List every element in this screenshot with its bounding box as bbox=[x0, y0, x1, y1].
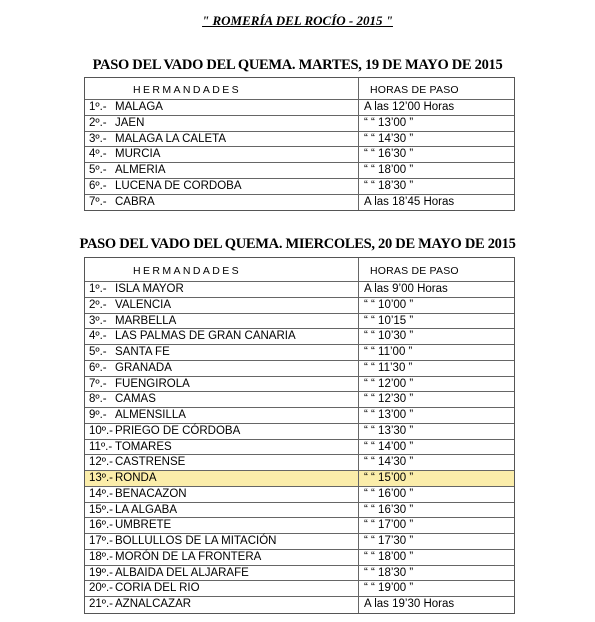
hermandad-name: SANTA FE bbox=[115, 346, 170, 358]
hora-de-paso: A las 9’00 Horas bbox=[364, 283, 448, 295]
hora-de-paso: “ “ 18’00 ” bbox=[364, 550, 414, 563]
table-row bbox=[85, 100, 514, 116]
table-row bbox=[85, 282, 514, 298]
hora-de-paso: “ “ 10’30 ” bbox=[364, 330, 414, 343]
hermandad-name: MORÓN DE LA FRONTERA bbox=[115, 550, 262, 563]
table-header-row bbox=[85, 258, 514, 282]
row-number: 13º.- bbox=[89, 472, 114, 484]
hora-de-paso: “ “ 13’30 ” bbox=[364, 424, 414, 437]
hora-de-paso: “ “ 14’30 ” bbox=[364, 456, 414, 469]
table-row bbox=[85, 329, 514, 345]
row-number: 15º.- bbox=[89, 503, 114, 516]
table-row bbox=[85, 132, 514, 148]
hora-de-paso: “ “ 12’30 ” bbox=[364, 393, 414, 406]
hora-de-paso: “ “ 16’30 ” bbox=[364, 503, 414, 516]
hermandad-name: GRANADA bbox=[115, 361, 172, 374]
row-number: 8º.- bbox=[89, 393, 107, 406]
row-number: 12º.- bbox=[89, 456, 114, 469]
hermandad-name: JAEN bbox=[115, 116, 145, 129]
hermandad-name: BENACAZON bbox=[115, 487, 187, 500]
row-number: 5º.- bbox=[89, 164, 107, 176]
table-row bbox=[85, 163, 514, 179]
hora-de-paso: “ “ 15’00 ” bbox=[364, 472, 414, 484]
table-row bbox=[85, 424, 514, 440]
table-row bbox=[85, 566, 514, 582]
hora-de-paso: “ “ 11’30 ” bbox=[364, 361, 413, 374]
hermandad-name: MARBELLA bbox=[115, 314, 177, 327]
row-number: 7º.- bbox=[89, 377, 107, 390]
schedule-table-wednesday bbox=[84, 257, 515, 614]
hermandad-name: UMBRETE bbox=[115, 519, 172, 532]
hora-de-paso: A las 19’30 Horas bbox=[364, 598, 455, 610]
hora-de-paso: “ “ 16’30 ” bbox=[364, 148, 414, 161]
row-number: 6º.- bbox=[89, 361, 107, 374]
hermandad-name: CABRA bbox=[115, 195, 155, 208]
row-number: 19º.- bbox=[89, 566, 114, 579]
hermandad-name: MALAGA bbox=[115, 101, 163, 113]
table-row bbox=[85, 298, 514, 314]
hermandad-name: ALMENSILLA bbox=[115, 409, 186, 421]
table-row bbox=[85, 392, 514, 408]
row-number: 21º.- bbox=[89, 598, 114, 610]
table-row bbox=[85, 116, 514, 132]
header-horas-de-paso: HORAS DE PASO bbox=[370, 84, 459, 96]
hora-de-paso: “ “ 17’00 ” bbox=[364, 519, 414, 532]
row-number: 20º.- bbox=[89, 582, 114, 595]
row-number: 14º.- bbox=[89, 487, 114, 500]
table-row bbox=[85, 195, 514, 211]
hermandad-name: ALMERIA bbox=[115, 164, 166, 176]
hora-de-paso: “ “ 13’00 ” bbox=[364, 409, 414, 421]
hora-de-paso: “ “ 13’00 ” bbox=[364, 116, 414, 129]
table-row bbox=[85, 314, 514, 330]
hermandad-name: AZNALCAZAR bbox=[115, 598, 192, 610]
row-number: 4º.- bbox=[89, 148, 107, 161]
table-row bbox=[85, 147, 514, 163]
row-number: 3º.- bbox=[89, 314, 107, 327]
row-number: 16º.- bbox=[89, 519, 114, 532]
document-title: " ROMERÍA DEL ROCÍO - 2015 " bbox=[202, 13, 393, 28]
table-row bbox=[85, 408, 514, 424]
row-number: 1º.- bbox=[89, 101, 107, 113]
hermandad-name: CAMAS bbox=[115, 393, 156, 406]
hora-de-paso: A las 12’00 Horas bbox=[364, 101, 455, 113]
row-number: 7º.- bbox=[89, 195, 107, 208]
table-row bbox=[85, 361, 514, 377]
hermandad-name: MURCIA bbox=[115, 148, 161, 161]
hermandad-name: VALENCIA bbox=[115, 298, 172, 311]
table-row bbox=[85, 377, 514, 393]
row-number: 11º.- bbox=[89, 440, 113, 453]
row-number: 2º.- bbox=[89, 298, 107, 311]
table-row bbox=[85, 518, 514, 534]
hora-de-paso: “ “ 14’00 ” bbox=[364, 440, 414, 453]
hermandad-name: CORIA DEL RIO bbox=[115, 582, 200, 595]
hora-de-paso: “ “ 14’30 ” bbox=[364, 132, 414, 145]
hora-de-paso: “ “ 16’00 ” bbox=[364, 487, 414, 500]
hora-de-paso: “ “ 18’30 ” bbox=[364, 566, 414, 579]
hermandad-name: LA ALGABA bbox=[115, 503, 178, 516]
header-horas-de-paso: HORAS DE PASO bbox=[370, 265, 459, 277]
row-number: 17º.- bbox=[89, 535, 114, 547]
row-number: 18º.- bbox=[89, 550, 114, 563]
row-number: 3º.- bbox=[89, 132, 107, 145]
table-row bbox=[85, 487, 514, 503]
hermandad-name: RONDA bbox=[115, 472, 157, 484]
hora-de-paso: “ “ 11’00 ” bbox=[364, 346, 413, 358]
row-number: 4º.- bbox=[89, 330, 107, 343]
hora-de-paso: “ “ 12’00 ” bbox=[364, 377, 414, 390]
row-number: 9º.- bbox=[89, 409, 107, 421]
row-number: 6º.- bbox=[89, 179, 107, 192]
hermandad-name: ISLA MAYOR bbox=[115, 283, 184, 295]
hora-de-paso: A las 18’45 Horas bbox=[364, 195, 455, 208]
hora-de-paso: “ “ 10’15 ” bbox=[364, 314, 414, 327]
hermandad-name: PRIEGO DE CÓRDOBA bbox=[115, 424, 241, 437]
table1-title: PASO DEL VADO DEL QUEMA. MARTES, 19 DE MAYO DE 2015 bbox=[92, 57, 503, 73]
header-hermandades: HERMANDADES bbox=[133, 84, 242, 96]
table-row bbox=[85, 503, 514, 519]
table-row bbox=[85, 455, 514, 471]
table-row bbox=[85, 471, 514, 487]
hora-de-paso: “ “ 10’00 ” bbox=[364, 298, 414, 311]
hora-de-paso: “ “ 19’00 ” bbox=[364, 582, 414, 595]
hermandad-name: CASTRENSE bbox=[115, 456, 186, 469]
table-header-row bbox=[85, 78, 514, 100]
hermandad-name: LAS PALMAS DE GRAN CANARIA bbox=[115, 330, 296, 343]
hermandad-name: LUCENA DE CORDOBA bbox=[115, 179, 242, 192]
table-row bbox=[85, 581, 514, 597]
table-row bbox=[85, 179, 514, 195]
hora-de-paso: “ “ 17’30 ” bbox=[364, 535, 414, 547]
hermandad-name: MALAGA LA CALETA bbox=[115, 132, 227, 145]
table-row bbox=[85, 534, 514, 550]
hermandad-name: BOLLULLOS DE LA MITACIÓN bbox=[115, 535, 277, 547]
schedule-table-tuesday bbox=[84, 77, 515, 211]
hermandad-name: FUENGIROLA bbox=[115, 377, 190, 390]
row-number: 10º.- bbox=[89, 424, 114, 437]
row-number: 2º.- bbox=[89, 116, 107, 129]
hermandad-name: ALBAIDA DEL ALJARAFE bbox=[115, 566, 249, 579]
table-row bbox=[85, 440, 514, 456]
row-number: 5º.- bbox=[89, 346, 107, 358]
hermandad-name: TOMARES bbox=[115, 440, 172, 453]
hora-de-paso: “ “ 18’00 ” bbox=[364, 164, 414, 176]
table-row bbox=[85, 345, 514, 361]
hora-de-paso: “ “ 18’30 ” bbox=[364, 179, 414, 192]
table-row bbox=[85, 550, 514, 566]
table2-title: PASO DEL VADO DEL QUEMA. MIERCOLES, 20 DE MAYO DE 2015 bbox=[79, 236, 516, 252]
table-row bbox=[85, 597, 514, 613]
row-number: 1º.- bbox=[89, 283, 107, 295]
header-hermandades: HERMANDADES bbox=[133, 265, 242, 277]
